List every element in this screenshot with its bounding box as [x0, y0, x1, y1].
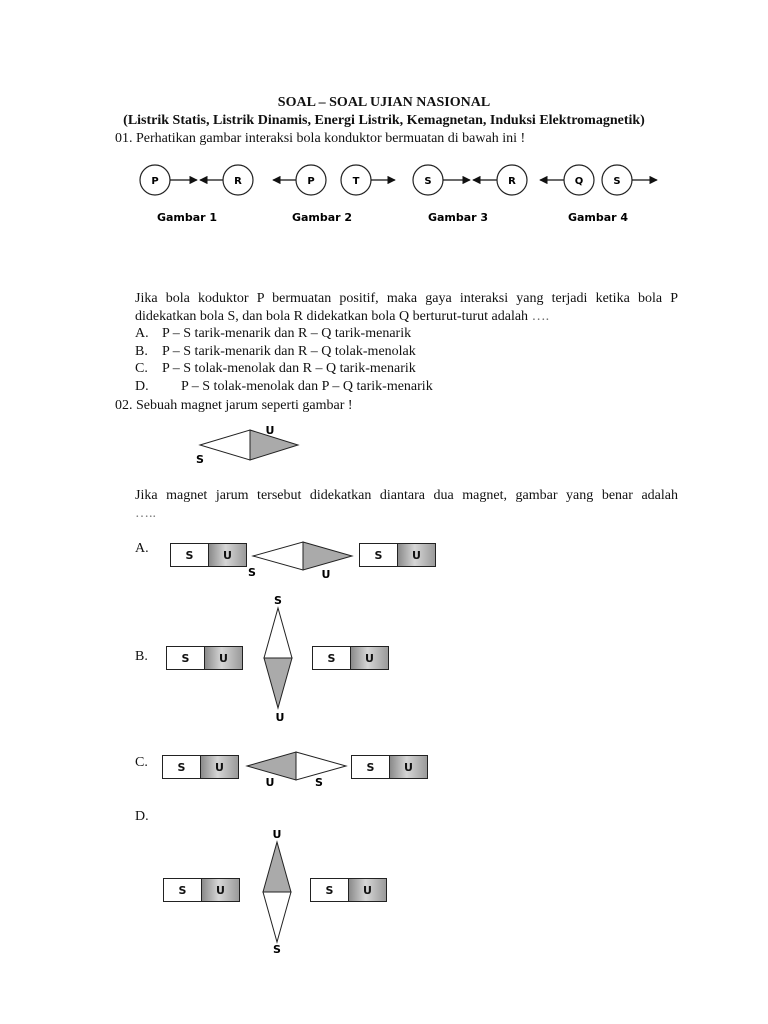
question-1-option-d	[135, 378, 433, 395]
figure-caption: Gambar 3	[427, 211, 489, 224]
needle-north-label: U	[265, 424, 275, 437]
pole-s: S	[360, 544, 398, 566]
compass-needle-figure	[190, 420, 310, 470]
figure-1	[140, 165, 253, 224]
figure-caption: Gambar 1	[156, 211, 218, 224]
question-1-text: Perhatikan gambar interaksi bola konduktor bermuatan di bawah ini !	[136, 131, 526, 146]
pole-u: U	[390, 756, 427, 778]
figure-3	[413, 165, 527, 224]
ball-label: S	[613, 176, 621, 187]
needle-label: U	[272, 828, 282, 841]
question-2-text: Sebuah magnet jarum seperti gambar !	[136, 398, 353, 413]
figure-4	[540, 165, 657, 224]
question-1-option-b	[135, 343, 416, 360]
question-1-stem-line-1: Jika bola koduktor P bermuatan positif, maka gaya interaksi yang terjadi ketika bola P	[135, 291, 678, 306]
page-subtitle: (Listrik Statis, Listrik Dinamis, Energi Listrik, Kemagnetan, Induksi Elektromagnetik)	[123, 113, 645, 128]
option-b-letter: B.	[135, 649, 148, 664]
option-a-magnet-left	[170, 543, 247, 567]
pole-s: S	[171, 544, 209, 566]
option-c-needle	[242, 748, 352, 793]
option-letter: C.	[135, 361, 148, 376]
option-c-letter: C.	[135, 755, 148, 770]
question-1-stem-line-2	[135, 308, 549, 325]
question-2-stem-line-2: …..	[135, 506, 156, 521]
needle-label: S	[273, 943, 281, 956]
option-a-magnet-right	[359, 543, 436, 567]
question-1-number: 01.	[115, 131, 133, 146]
pole-s: S	[164, 879, 202, 901]
stem-ellipsis: ….	[531, 309, 550, 324]
pole-s: S	[352, 756, 390, 778]
option-c-magnet-right	[351, 755, 428, 779]
stem-text: didekatkan bola S, dan bola R didekatkan bola Q berturut-turut adalah	[135, 309, 529, 324]
option-letter: A.	[135, 326, 149, 341]
option-a-needle	[248, 538, 358, 583]
option-c-magnet-left	[162, 755, 239, 779]
needle-label: S	[248, 566, 256, 579]
question-1-figure	[130, 155, 670, 235]
pole-s: S	[167, 647, 205, 669]
pole-u: U	[351, 647, 388, 669]
option-text: P – S tarik-menarik dan R – Q tolak-menolak	[162, 344, 416, 359]
ball-label: P	[151, 176, 159, 187]
needle-label: S	[274, 594, 282, 607]
pole-u: U	[201, 756, 238, 778]
pole-u: U	[398, 544, 435, 566]
ball-label: R	[234, 176, 242, 187]
option-letter: D.	[135, 379, 149, 394]
pole-u: U	[205, 647, 242, 669]
needle-label: S	[315, 776, 323, 789]
needle-south-label: S	[196, 453, 204, 466]
ball-label: S	[424, 176, 432, 187]
option-text: P – S tolak-menolak dan R – Q tarik-menarik	[162, 361, 416, 376]
figure-caption: Gambar 2	[291, 211, 353, 224]
pole-s: S	[163, 756, 201, 778]
question-2-prompt	[115, 397, 353, 414]
option-d-letter: D.	[135, 809, 149, 824]
option-text: P – S tolak-menolak dan P – Q tarik-menarik	[181, 379, 433, 394]
needle-label: U	[265, 776, 275, 789]
needle-label: U	[321, 568, 331, 581]
pole-u: U	[202, 879, 239, 901]
question-1-option-a	[135, 325, 411, 342]
option-d-magnet-right	[310, 878, 387, 902]
figure-caption: Gambar 4	[567, 211, 629, 224]
option-b-magnet-left	[166, 646, 243, 670]
question-2-number: 02.	[115, 398, 133, 413]
option-a-letter: A.	[135, 541, 149, 556]
ball-label: Q	[574, 176, 584, 187]
pole-u: U	[349, 879, 386, 901]
pole-s: S	[311, 879, 349, 901]
option-b-needle	[258, 592, 298, 724]
ball-label: R	[508, 176, 516, 187]
pole-s: S	[313, 647, 351, 669]
pole-u: U	[209, 544, 246, 566]
ball-label: P	[307, 176, 315, 187]
option-b-magnet-right	[312, 646, 389, 670]
ball-label: T	[352, 176, 360, 187]
option-text: P – S tarik-menarik dan R – Q tarik-menarik	[162, 326, 412, 341]
option-d-magnet-left	[163, 878, 240, 902]
page-title: SOAL – SOAL UJIAN NASIONAL	[277, 95, 491, 110]
question-2-stem-line-1: Jika magnet jarum tersebut didekatkan diantara dua magnet, gambar yang benar adalah	[135, 488, 678, 503]
option-d-needle	[257, 824, 297, 956]
option-letter: B.	[135, 344, 148, 359]
figure-2	[273, 165, 395, 224]
question-1-option-c	[135, 360, 416, 377]
question-1-prompt	[115, 130, 525, 147]
needle-label: U	[275, 711, 285, 724]
